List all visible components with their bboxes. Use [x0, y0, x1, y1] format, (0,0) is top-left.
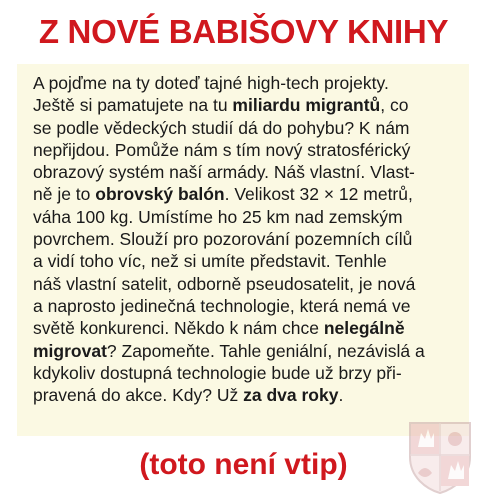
text-run: ? Zapomeňte. Tahle geniální, nezávislá a: [106, 340, 425, 361]
bold-text: za dva roky: [243, 385, 339, 406]
quote-box: [17, 64, 469, 436]
text-line: [33, 139, 463, 161]
text-run: se podle vědeckých studií dá do pohybu? K nám: [33, 117, 410, 138]
text-line: [33, 183, 463, 205]
text-line: [33, 72, 463, 94]
bold-text: nelegálně: [323, 318, 405, 339]
text-line: [33, 117, 463, 139]
text-run: A pojďme na ty doteď tajné high-tech projekty.: [33, 73, 389, 93]
page-title: Z NOVÉ BABIŠOVY KNIHY: [38, 13, 449, 50]
text-run: a vidí toho víc, než si umíte představit. Tenhle: [33, 251, 387, 272]
bold-text: miliardu migrantů: [232, 95, 381, 116]
text-line: [33, 250, 463, 272]
text-run: , co: [380, 95, 409, 116]
text-run: . Velikost 32 × 12 metrů,: [224, 184, 413, 205]
text-run: ně je to: [33, 184, 96, 205]
text-run: kdykoliv dostupná technologie bude už brzy při-: [33, 362, 402, 383]
footer-note: (toto není vtip): [139, 448, 348, 481]
text-line: [33, 295, 463, 317]
text-line: [33, 206, 463, 228]
text-run: obrazový systém naší armády. Náš vlastní. Vlast-: [33, 162, 415, 183]
text-run: váha 100 kg. Umístíme ho 25 km nad zemským: [33, 206, 403, 227]
text-line: [33, 317, 463, 339]
bold-text: obrovský balón: [95, 184, 225, 205]
text-line: [33, 94, 463, 116]
text-line: [33, 228, 463, 250]
text-line: [33, 273, 463, 295]
text-line: [33, 384, 463, 406]
text-run: Ještě si pamatujete na tu: [33, 95, 233, 116]
bold-text: migrovat: [33, 340, 107, 361]
text-run: .: [338, 385, 344, 406]
text-run: světě konkurenci. Někdo k nám chce: [33, 318, 324, 339]
czech-coat-of-arms-icon: [404, 417, 476, 495]
text-run: povrchem. Slouží pro pozorování pozemních cílů: [33, 229, 413, 250]
text-run: náš vlastní satelit, odborně pseudosatelit, je nová: [33, 273, 416, 294]
text-line: [33, 340, 463, 362]
text-run: nepřijdou. Pomůže nám s tím nový stratosférický: [33, 139, 411, 160]
quote-text: [33, 72, 463, 406]
text-run: a naprosto jedinečná technologie, která nemá ve: [33, 295, 411, 316]
text-line: [33, 362, 463, 384]
text-run: pravená do akce. Kdy? Už: [33, 385, 244, 406]
text-line: [33, 161, 463, 183]
